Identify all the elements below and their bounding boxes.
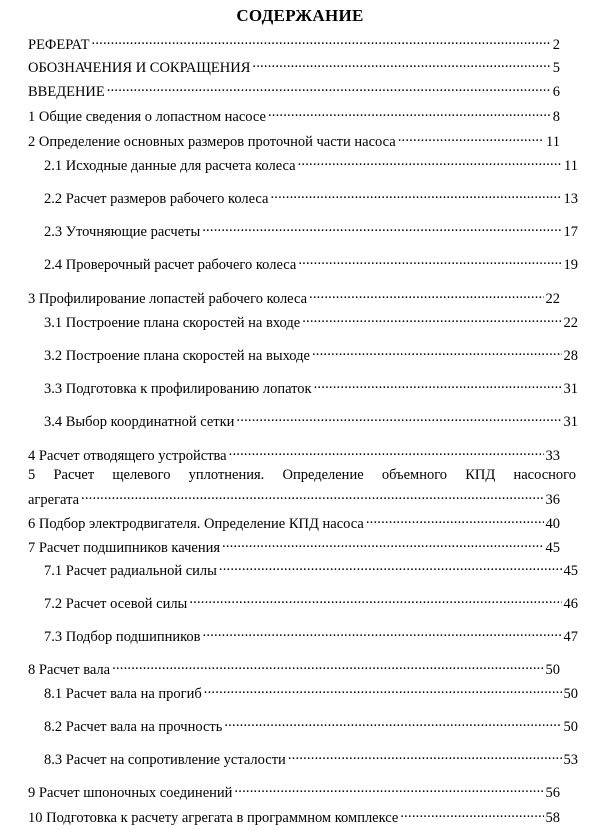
toc-label: 4 Расчет отводящего устройства xyxy=(28,448,227,464)
page-title: СОДЕРЖАНИЕ xyxy=(236,6,364,25)
toc-label: 8 Расчет вала xyxy=(28,662,111,678)
toc-page: 33 xyxy=(545,448,560,464)
toc-label: 10 Подготовка к расчету агрегата в программном комплексе xyxy=(28,810,399,826)
toc-leader xyxy=(107,78,551,96)
toc-page: 22 xyxy=(545,291,560,307)
toc-page: 31 xyxy=(563,414,578,430)
toc-page: 5 xyxy=(552,60,560,76)
toc-label: 3.2 Построение плана скоростей на выходе xyxy=(44,348,310,364)
toc-leader xyxy=(189,590,561,608)
toc-entry-introduction[interactable] xyxy=(28,78,560,100)
toc-entry-chapter-5-continuation xyxy=(28,486,560,508)
toc-label: 2.2 Расчет размеров рабочего колеса xyxy=(44,191,269,207)
toc-entry-3-3[interactable] xyxy=(44,375,578,397)
toc-label: 8.3 Расчет на сопротивление усталости xyxy=(44,752,286,768)
toc-label: 6 Подбор электродвигателя. Определение КПД насоса xyxy=(28,516,364,532)
toc-page: 22 xyxy=(563,315,578,331)
toc-page: 11 xyxy=(564,158,578,174)
toc-label: 8.1 Расчет вала на прогиб xyxy=(44,686,202,702)
toc-page: 6 xyxy=(552,84,560,100)
toc-leader xyxy=(219,557,562,575)
toc-label: 2.3 Уточняющие расчеты xyxy=(44,224,201,240)
toc-page: 53 xyxy=(563,752,578,768)
toc-entry-abbreviations[interactable] xyxy=(28,54,560,76)
toc-label: 3.1 Построение плана скоростей на входе xyxy=(44,315,301,331)
toc-entry-chapter-5[interactable] xyxy=(28,466,576,484)
toc-leader xyxy=(314,375,562,393)
toc-label-line1: 5 Расчет щелевого уплотнения. Определение объемного КПД насосного xyxy=(28,467,576,483)
toc-page: 50 xyxy=(563,686,578,702)
toc-entry-7-1[interactable] xyxy=(44,557,578,579)
toc-page: 40 xyxy=(545,516,560,532)
toc-leader xyxy=(236,408,561,426)
toc-label: 9 Расчет шпоночных соединений xyxy=(28,785,233,801)
toc-entry-abstract[interactable] xyxy=(28,31,560,53)
toc-page: 56 xyxy=(545,785,560,801)
toc-entry-chapter-7[interactable] xyxy=(28,534,560,556)
toc-leader xyxy=(366,510,544,528)
toc-entry-3-4[interactable] xyxy=(44,408,578,430)
toc-label: 2.1 Исходные данные для расчета колеса xyxy=(44,158,296,174)
toc-page: 17 xyxy=(563,224,578,240)
toc-label: 7 Расчет подшипников качения xyxy=(28,540,221,556)
toc-entry-3-1[interactable] xyxy=(44,309,578,331)
toc-label: 8.2 Расчет вала на прочность xyxy=(44,719,223,735)
toc-label: ВВЕДЕНИЕ xyxy=(28,84,105,100)
toc-label: 3.4 Выбор координатной сетки xyxy=(44,414,235,430)
toc-entry-2-4[interactable] xyxy=(44,251,578,273)
toc-entry-8-3[interactable] xyxy=(44,746,578,768)
toc-label-line2: агрегата xyxy=(28,492,80,508)
toc-page: 11 xyxy=(546,134,560,150)
toc-entry-chapter-9[interactable] xyxy=(28,779,560,801)
toc-page: 2 xyxy=(552,37,560,53)
toc-leader xyxy=(252,54,550,72)
toc-entry-chapter-1[interactable] xyxy=(28,103,560,125)
toc-leader xyxy=(224,713,561,731)
toc-page: 19 xyxy=(563,257,578,273)
toc-leader xyxy=(309,285,543,303)
toc-label: 2 Определение основных размеров проточной части насоса xyxy=(28,134,396,150)
toc-page: 13 xyxy=(563,191,578,207)
toc-page: 46 xyxy=(563,596,578,612)
toc-label: 7.2 Расчет осевой силы xyxy=(44,596,188,612)
toc-page: 45 xyxy=(545,540,560,556)
toc-leader xyxy=(234,779,543,797)
toc-entry-chapter-3[interactable] xyxy=(28,285,560,307)
toc-leader xyxy=(268,103,551,121)
toc-entry-7-3[interactable] xyxy=(44,623,578,645)
toc-leader xyxy=(204,680,562,698)
toc-label: 7.3 Подбор подшипников xyxy=(44,629,201,645)
toc-entry-8-1[interactable] xyxy=(44,680,578,702)
toc-leader xyxy=(270,185,561,203)
toc-page: 36 xyxy=(545,492,560,508)
toc-label: 3 Профилирование лопастей рабочего колеса xyxy=(28,291,308,307)
toc-entry-chapter-10[interactable] xyxy=(28,804,560,826)
toc-entry-chapter-8[interactable] xyxy=(28,656,560,678)
toc-leader xyxy=(400,804,543,822)
toc-entry-2-3[interactable] xyxy=(44,218,578,240)
toc-leader xyxy=(302,309,561,327)
toc-leader xyxy=(92,31,551,49)
toc-leader xyxy=(298,152,562,170)
toc-page: 50 xyxy=(563,719,578,735)
toc-page: 50 xyxy=(545,662,560,678)
toc-page: 8 xyxy=(552,109,560,125)
toc-page: 45 xyxy=(563,563,578,579)
toc-page: 28 xyxy=(563,348,578,364)
toc-label: 3.3 Подготовка к профилированию лопаток xyxy=(44,381,312,397)
toc-leader xyxy=(298,251,561,269)
toc-entry-2-1[interactable] xyxy=(44,152,578,174)
toc-label: РЕФЕРАТ xyxy=(28,37,90,53)
toc-entry-chapter-2[interactable] xyxy=(28,128,560,150)
toc-label: 1 Общие сведения о лопастном насосе xyxy=(28,109,266,125)
toc-leader xyxy=(229,442,544,460)
toc-label: ОБОЗНАЧЕНИЯ И СОКРАЩЕНИЯ xyxy=(28,60,251,76)
toc-leader xyxy=(312,342,562,360)
toc-entry-chapter-6[interactable] xyxy=(28,510,560,532)
toc-leader xyxy=(81,486,543,504)
toc-leader xyxy=(398,128,544,146)
toc-page: 58 xyxy=(545,810,560,826)
toc-label: 2.4 Проверочный расчет рабочего колеса xyxy=(44,257,297,273)
toc-entry-chapter-4[interactable] xyxy=(28,442,560,464)
toc-entry-2-2[interactable] xyxy=(44,185,578,207)
toc-entry-3-2[interactable] xyxy=(44,342,578,364)
toc-page: 31 xyxy=(563,381,578,397)
toc-leader xyxy=(288,746,562,764)
toc-page: 47 xyxy=(563,629,578,645)
toc-label: 7.1 Расчет радиальной силы xyxy=(44,563,217,579)
toc-leader xyxy=(222,534,543,552)
toc-entry-8-2[interactable] xyxy=(44,713,578,735)
toc-leader xyxy=(112,656,543,674)
toc-entry-7-2[interactable] xyxy=(44,590,578,612)
toc-leader xyxy=(203,623,562,641)
toc-leader xyxy=(202,218,561,236)
